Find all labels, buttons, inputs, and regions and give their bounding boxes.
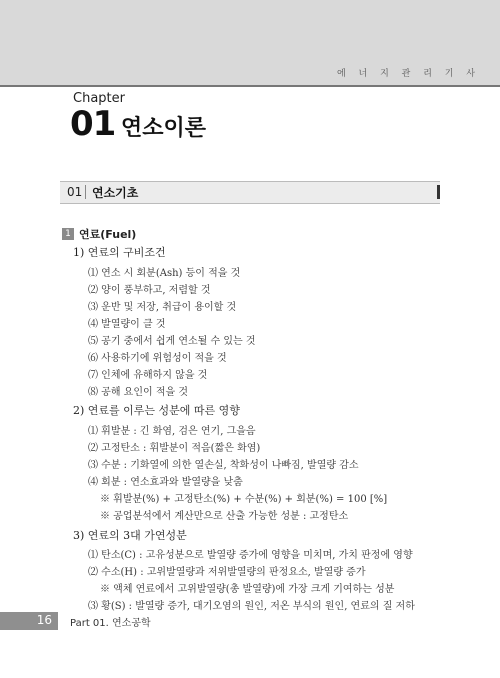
section-heading-bar: [60, 181, 440, 204]
list-item: ⑷ 발열량이 클 것: [88, 319, 166, 330]
list-item: ⑴ 연소 시 회분(Ash) 등이 적을 것: [88, 268, 241, 279]
topic-title: 연료(Fuel): [79, 227, 137, 241]
list-item: ⑻ 공해 요인이 적을 것: [88, 387, 188, 398]
note: ※ 공업분석에서 계산만으로 산출 가능한 성분 : 고정탄소: [100, 511, 349, 522]
note: ※ 액체 연료에서 고위발열량(총 발열량)에 가장 크게 기여하는 성분: [100, 584, 395, 595]
list-item: ⑶ 수분 : 기화열에 의한 열손실, 착화성이 나빠짐, 발열량 감소: [88, 460, 359, 471]
section-number: 01: [67, 185, 83, 199]
subheading-components: 2) 연료를 이루는 성분에 따른 영향: [73, 404, 240, 417]
list-item: ⑵ 고정탄소 : 휘발분이 적음(짧은 화염): [88, 443, 261, 454]
chapter-label: Chapter: [73, 91, 125, 106]
section-title: 연소기초: [92, 186, 139, 200]
list-item: ⑴ 휘발분 : 긴 화염, 검은 연기, 그을음: [88, 426, 256, 437]
list-item: ⑶ 운반 및 저장, 취급이 용이할 것: [88, 302, 237, 313]
list-item: ⑸ 공기 중에서 쉽게 연소될 수 있는 것: [88, 336, 256, 347]
section-divider: [85, 185, 86, 199]
topic-heading: [62, 223, 136, 239]
page-number: 16: [36, 613, 52, 627]
list-item: ⑵ 양이 풍부하고, 저렴할 것: [88, 285, 211, 296]
list-item: ⑵ 수소(H) : 고위발열량과 저위발열량의 판정요소, 발열량 증가: [88, 567, 366, 578]
chapter-title: 연소이론: [121, 116, 207, 141]
section-end-marker: [437, 185, 440, 199]
note: ※ 휘발분(%) + 고정탄소(%) + 수분(%) + 회분(%) = 100 [%]: [100, 494, 388, 505]
header-rule: [0, 85, 500, 87]
chapter-number: 01: [70, 104, 116, 144]
subheading-requirements: 1) 연료의 구비조건: [73, 246, 166, 259]
list-item: ⑶ 황(S) : 발열량 증가, 대기오염의 원인, 저온 부식의 원인, 연료의 질 저하: [88, 601, 415, 612]
footer-part-title: Part 01. 연소공학: [70, 618, 151, 629]
topic-number-badge: 1: [62, 228, 74, 240]
list-item: ⑺ 인체에 유해하지 않을 것: [88, 370, 208, 381]
page-number-band: [0, 612, 58, 630]
running-head: 에 너 지 관 리 기 사: [336, 69, 480, 79]
list-item: ⑹ 사용하기에 위험성이 적을 것: [88, 353, 227, 364]
subheading-combustible-components: 3) 연료의 3대 가연성분: [73, 529, 187, 542]
list-item: ⑴ 탄소(C) : 고유성분으로 발열량 증가에 영향을 미치며, 가치 판정에 영향: [88, 550, 413, 561]
list-item: ⑷ 회분 : 연소효과와 발열량을 낮춤: [88, 477, 243, 488]
